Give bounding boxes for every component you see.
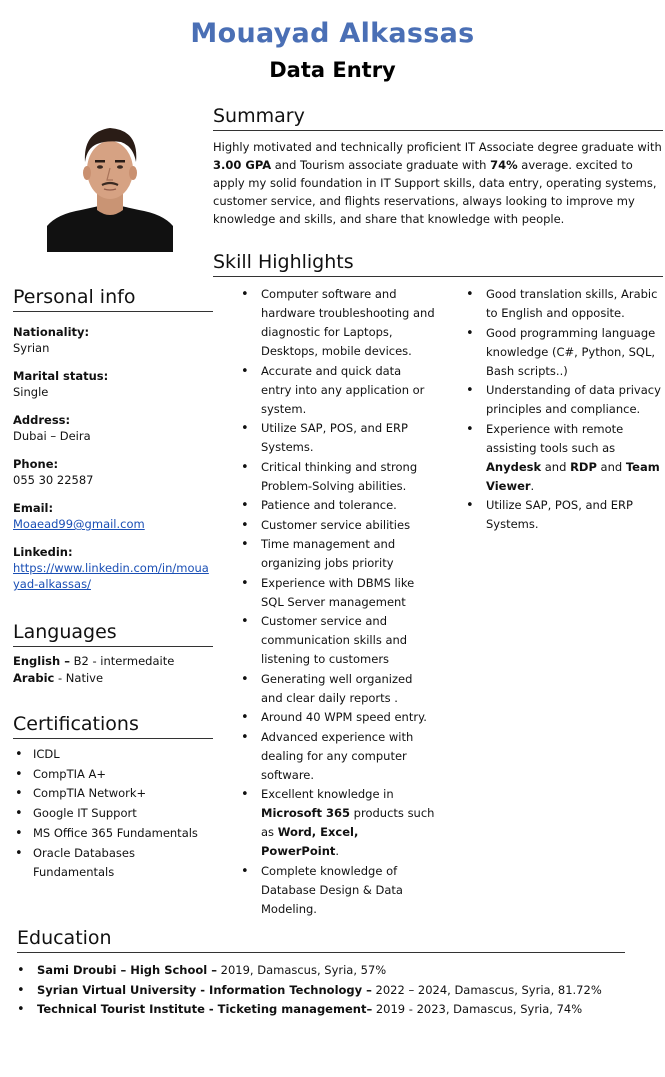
skill-item: • Complete knowledge of Database Design & Data Modeling. [213, 862, 435, 919]
certifications-heading: Certifications [13, 712, 213, 739]
summary-percentage: 74% [490, 158, 518, 172]
skill-bold: RDP [570, 459, 597, 474]
summary-text [213, 138, 663, 228]
profile-photo [47, 118, 173, 252]
skill-item: • Good translation skills, Arabic to English and opposite. [438, 285, 664, 323]
left-column [13, 285, 213, 883]
certification-item: • CompTIA Network+ [13, 784, 213, 804]
personal-info-heading: Personal info [13, 285, 213, 312]
email-label: Email: [13, 501, 54, 515]
skill-item: • Computer software and hardware troubleshooting and diagnostic for Laptops, Desktops, mobile devices. [213, 285, 435, 361]
education-item [17, 961, 625, 981]
address-value: Dubai – Deira [13, 429, 91, 443]
summary-text-part: Highly motivated and technically proficient IT Associate degree graduate with [213, 140, 662, 154]
phone-label: Phone: [13, 457, 59, 471]
skill-text: Excellent knowledge in [261, 787, 394, 801]
language-arabic [13, 670, 213, 687]
education-heading: Education [17, 926, 625, 953]
linkedin-link-part[interactable]: yad-alkassas/ [13, 577, 91, 591]
education-item [17, 1000, 625, 1020]
language-name: English – [13, 654, 70, 668]
certification-item: • Oracle Databases Fundamentals [13, 844, 213, 883]
marital-label: Marital status: [13, 369, 109, 383]
linkedin-link[interactable] [13, 561, 209, 591]
skill-text: Experience with remote assisting tools such as [486, 421, 624, 455]
education-details: 2022 – 2024, Damascus, Syria, 81.72% [371, 982, 602, 997]
skill-item: • Customer service and communication skills and listening to customers [213, 612, 435, 669]
job-title: Data Entry [269, 58, 396, 82]
address-label: Address: [13, 413, 71, 427]
languages-heading: Languages [13, 620, 213, 647]
skills-column-1 [213, 285, 435, 919]
skill-bold: Team Viewer [486, 459, 660, 493]
skill-text: and [541, 459, 571, 474]
skill-item: • Critical thinking and strong Problem-Solving abilities. [213, 458, 435, 496]
skill-item: • Customer service abilities [213, 516, 435, 535]
linkedin-link-part[interactable]: https://www.linkedin.com/in/moua [13, 561, 209, 575]
skill-item: • Generating well organized and clear daily reports . [213, 670, 435, 708]
skill-bold: Microsoft 365 [261, 806, 351, 820]
skills-section [213, 250, 663, 916]
candidate-name: Mouayad Alkassas [190, 18, 475, 49]
skill-item: • Accurate and quick data entry into any application or system. [213, 362, 435, 419]
certification-item: • MS Office 365 Fundamentals [13, 824, 213, 844]
skill-item: • Around 40 WPM speed entry. [213, 708, 435, 727]
skill-text: . [335, 844, 340, 858]
skill-item: • Time management and organizing jobs priority [213, 535, 435, 573]
skill-item: • Experience with DBMS like SQL Server management [213, 574, 435, 612]
languages-list [13, 653, 213, 687]
skill-item: • Good programming language knowledge (C#, Python, SQL, Bash scripts..) [438, 324, 664, 381]
education-school: Syrian Virtual University - Information Technology – [37, 982, 372, 997]
nationality-value: Syrian [13, 341, 50, 355]
education-section [17, 926, 625, 1020]
certification-item: • ICDL [13, 745, 213, 765]
certifications-section [13, 712, 213, 883]
skill-bold: Word, Excel, PowerPoint [261, 825, 359, 858]
phone-value: 055 30 22587 [13, 473, 94, 487]
summary-gpa: 3.00 GPA [213, 158, 272, 172]
nationality-label: Nationality: [13, 325, 90, 339]
certification-item: • CompTIA A+ [13, 765, 213, 785]
skill-item: • Advanced experience with dealing for any computer software. [213, 728, 435, 785]
language-level: - Native [54, 671, 104, 685]
summary-section [213, 104, 663, 228]
skill-bold: Anydesk [486, 459, 542, 474]
personal-info [13, 324, 213, 592]
marital-value: Single [13, 385, 49, 399]
language-english [13, 653, 213, 670]
skill-item: • Utilize SAP, POS, and ERP Systems. [213, 419, 435, 457]
summary-text-part: average. excited to apply my solid foundation in IT Support skills, data entry, operating systems, customer service, and flights reservations, always looking to improve my knowledge and skills, and share that knowledge with people. [213, 158, 657, 226]
education-details: 2019, Damascus, Syria, 57% [216, 963, 387, 977]
education-item [17, 981, 625, 1001]
language-name: Arabic [13, 671, 55, 685]
summary-text-part: and Tourism associate graduate with [271, 158, 491, 172]
education-school: Sami Droubi – High School – [37, 963, 217, 977]
skills-heading: Skill Highlights [213, 250, 663, 277]
email-link[interactable]: Moaead99@gmail.com [13, 517, 145, 531]
skills-column-2 [438, 285, 664, 535]
skill-item: • Patience and tolerance. [213, 496, 435, 515]
summary-heading: Summary [213, 104, 663, 131]
skill-text: products such as [261, 806, 435, 839]
education-details: 2019 - 2023, Damascus, Syria, 74% [372, 1002, 583, 1017]
certification-item: • Google IT Support [13, 804, 213, 824]
skill-item-remote [438, 420, 664, 496]
skill-item: • Utilize SAP, POS, and ERP Systems. [438, 496, 664, 534]
language-level: B2 - intermedaite [69, 654, 175, 668]
linkedin-label: Linkedin: [13, 545, 73, 559]
skill-text: and [596, 459, 626, 474]
skill-item: • Understanding of data privacy principles and compliance. [438, 381, 664, 419]
skill-item-ms365 [213, 785, 435, 861]
skill-text: . [530, 478, 535, 493]
education-school: Technical Tourist Institute - Ticketing management– [37, 1002, 373, 1017]
